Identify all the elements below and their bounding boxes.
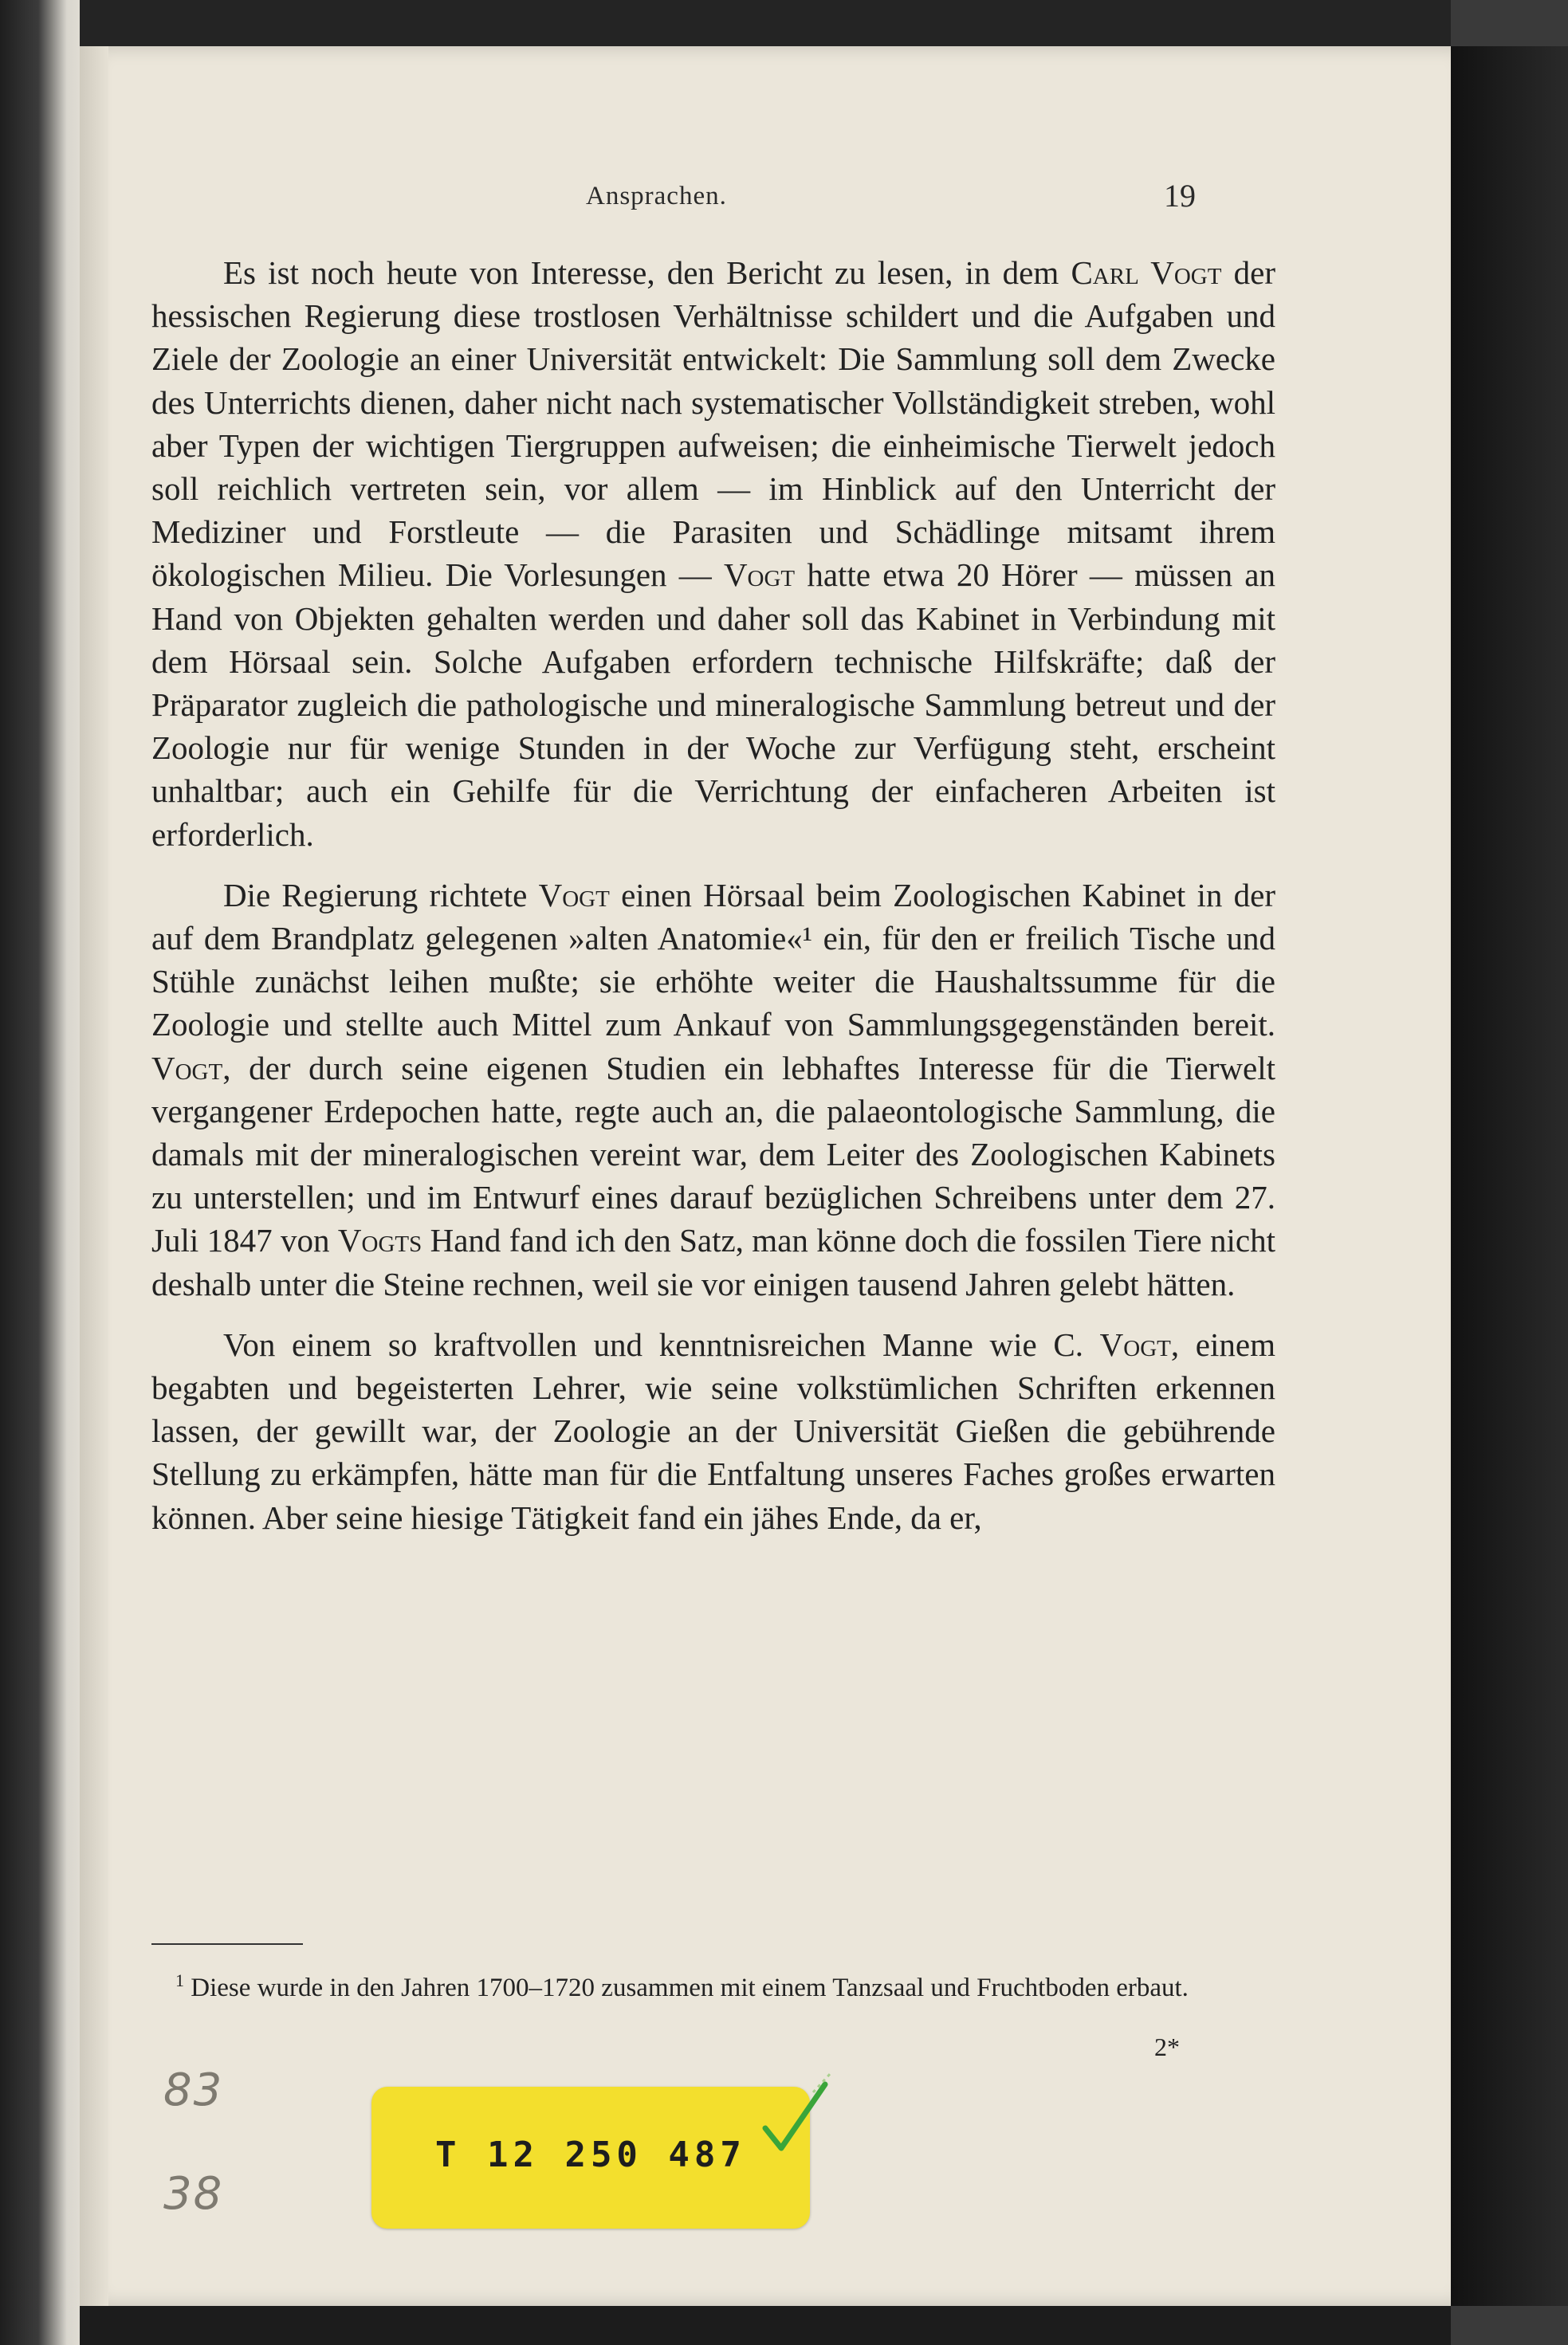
- footnote: [151, 1965, 1275, 2004]
- running-head-title: Ansprachen.: [586, 182, 727, 210]
- paragraph-text: , der durch seine eigenen Studien ein lebhaftes Interesse für die Tierwelt vergangener Erdepochen hatte, regte auch an, die palaeontologische Sammlung, die damals mit der mineralogischen vereint war, dem Leiter des Zoologischen Kabinets zu unterstellen; und im Entwurf eines darauf bezüglichen Schreibens unter dem 27. Juli 1847 von: [151, 1049, 1275, 1259]
- author-name: Vogt: [538, 876, 610, 913]
- paragraph-text: Hand fand ich den Satz, man könne doch die fossilen Tiere nicht deshalb unter die Steine rechnen, weil sie vor einigen tausend Jahren gelebt hätten.: [151, 1222, 1275, 1302]
- author-name: Vogt: [723, 556, 796, 594]
- paragraph-text: der hessischen Regierung diese trostlosen Verhältnisse schildert und die Aufgaben und Ziele der Zoologie an einer Universität entwickelt: Die Sammlung soll dem Zwecke des Unterrichts dienen, daher nicht nach systematischer Vollständigkeit streben, wohl aber Typen der wichtigen Tiergruppen aufweisen; die einheimische Tierwelt jedoch soll reichlich vertreten sein, vor allem — im Hinblick auf den Unterricht der Mediziner und Forstleute — die Parasiten und Schädlinge mitsamt ihrem ökologischen Milieu. Die Vorlesungen —: [151, 254, 1275, 594]
- scan-border-right: [1451, 46, 1568, 2306]
- footnote-rule: [151, 1943, 303, 1945]
- scan-border-bottom: [80, 2306, 1451, 2345]
- paragraph-text: hatte etwa 20 Hörer — müssen an Hand von Objekten gehalten werden und daher soll das Kabinet in Verbindung mit dem Hörsaal sein. Solche Aufgaben erfordern technische Hilfskräfte; daß der Präparator zugleich die pathologische und mineralogische Sammlung betreut und der Zoologie nur für wenige Stunden in der Woche zur Verfügung steht, erscheint unhaltbar; auch ein Gehilfe für die Verrichtung der einfacheren Arbeiten ist erforderlich.: [151, 556, 1275, 853]
- paragraph-text: Von einem so kraftvollen und kenntnisreichen Manne wie C.: [223, 1326, 1100, 1363]
- body-paragraph: [151, 251, 1275, 856]
- library-label: [371, 2087, 810, 2229]
- running-head: [0, 178, 1568, 222]
- paragraph-text: einen Hörsaal beim Zoologischen Kabinet in der auf dem Brandplatz gelegenen »alten Anatomie«¹ ein, für den er freilich Tische und Stühle zunächst leihen mußte; sie erhöhte weiter die Haushaltssumme für die Zoologie und stellte auch Mittel zum Ankauf von Sammlungsgegenständen bereit.: [151, 876, 1275, 1043]
- page-number: 19: [1164, 178, 1196, 214]
- scan-border-top: [80, 0, 1451, 46]
- library-label-code: T 12 250 487: [435, 2135, 746, 2175]
- author-name: Vogts: [337, 1222, 422, 1259]
- paragraph-text: Es ist noch heute von Interesse, den Bericht zu lesen, in dem: [223, 254, 1071, 291]
- page-gutter: [80, 46, 108, 2306]
- author-name: Vogt: [151, 1049, 223, 1086]
- body-paragraph: [151, 874, 1275, 1306]
- checkmark-icon: [757, 2068, 837, 2164]
- author-name: Carl Vogt: [1071, 254, 1222, 291]
- pencil-note-top: 83: [163, 2064, 224, 2116]
- pencil-note-bottom: 38: [163, 2168, 224, 2220]
- body-text: [151, 251, 1275, 1557]
- body-paragraph: [151, 1323, 1275, 1539]
- paragraph-text: Die Regierung richtete: [223, 876, 539, 913]
- author-name: Vogt: [1099, 1326, 1171, 1363]
- paragraph-text: , einem begabten und begeisterten Lehrer, wie seine volkstümlichen Schriften erkennen lassen, der gewillt war, der Zoologie an der Universität Gießen die gebührende Stellung zu erkämpfen, hätte man für die Entfaltung unseres Faches großes erwarten können. Aber seine hiesige Tätigkeit fand ein jähes Ende, da er,: [151, 1326, 1275, 1536]
- signature-mark: 2*: [1154, 2033, 1180, 2061]
- footnote-text: Diese wurde in den Jahren 1700–1720 zusammen mit einem Tanzsaal und Fruchtboden erbaut.: [191, 1974, 1189, 2002]
- footnote-marker: 1: [175, 1970, 184, 1990]
